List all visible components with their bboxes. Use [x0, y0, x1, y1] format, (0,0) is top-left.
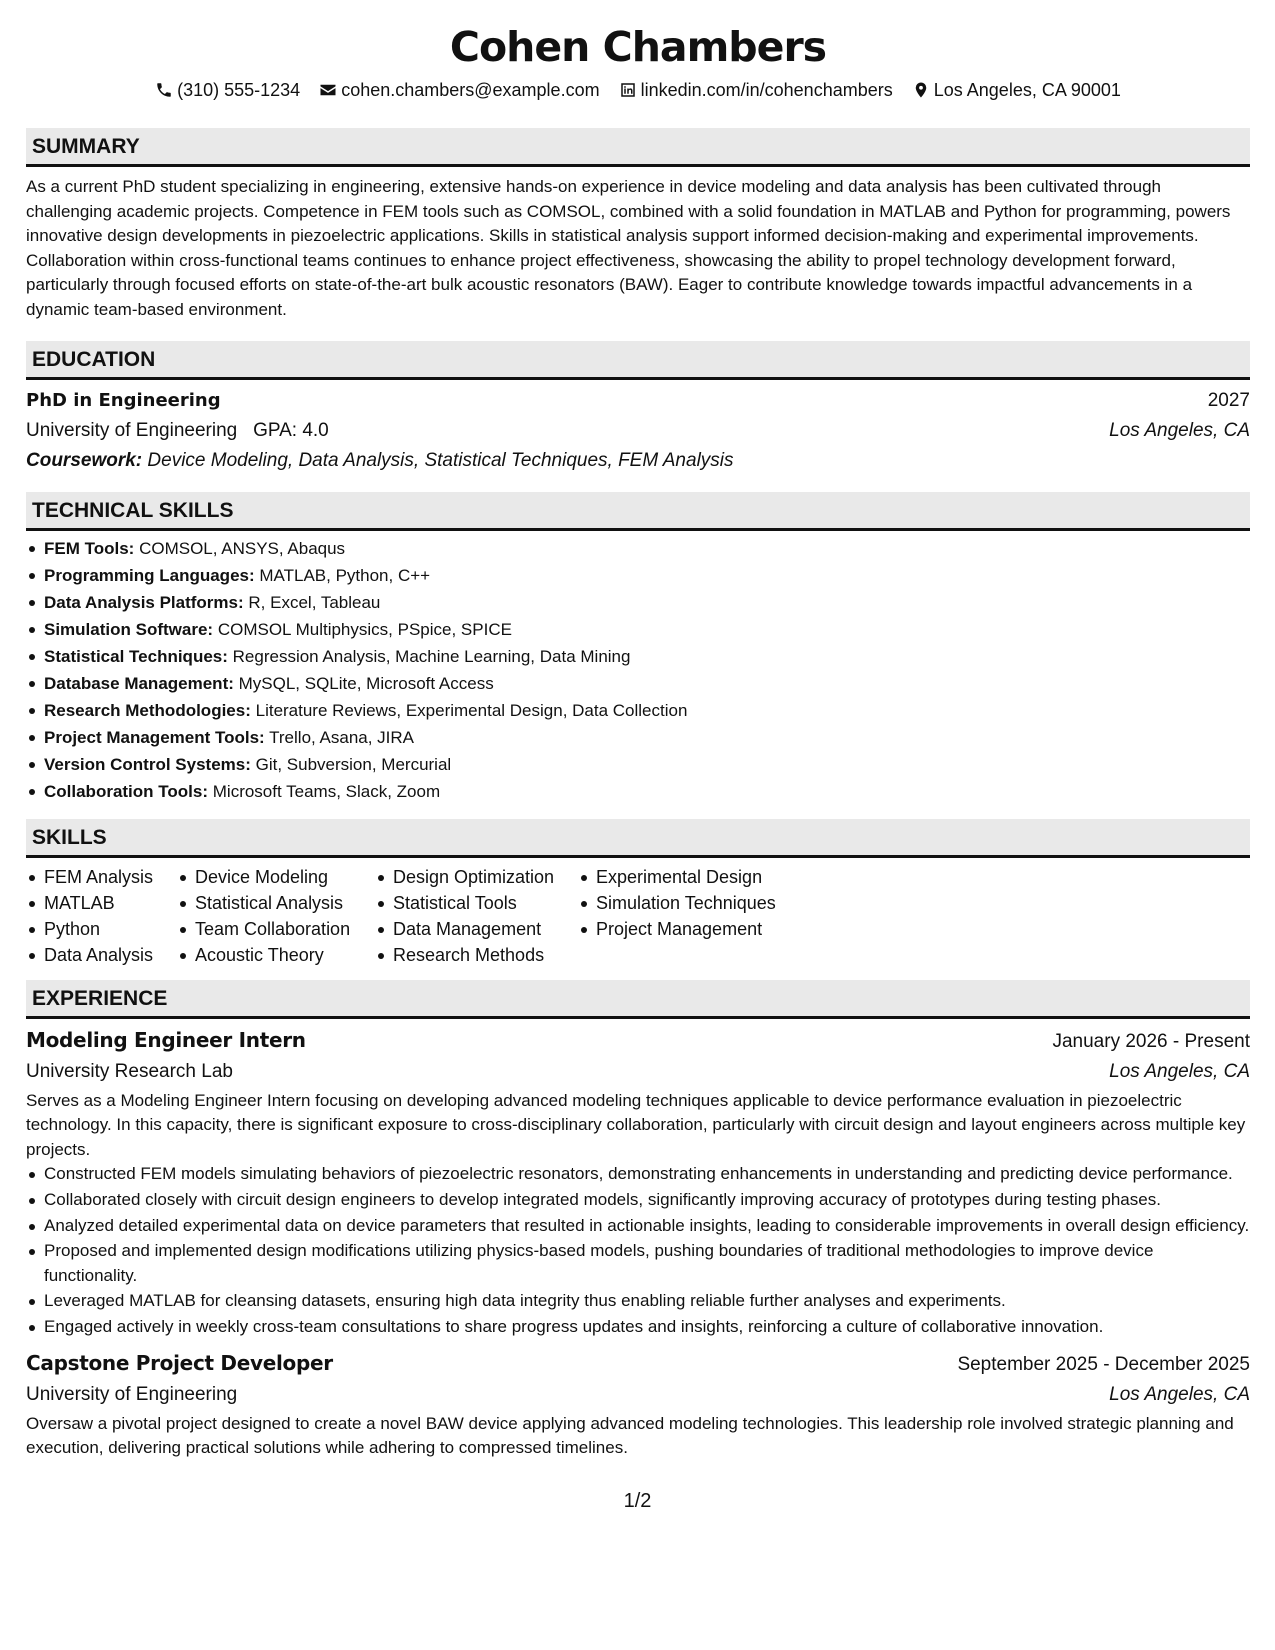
education-row-1 — [26, 386, 1250, 416]
section-heading-experience: EXPERIENCE — [26, 980, 1250, 1019]
education-row-2 — [26, 416, 1250, 446]
candidate-name: Cohen Chambers — [449, 23, 827, 71]
school-and-gpa — [26, 416, 329, 446]
technical-skill-label: Statistical Techniques: — [44, 646, 228, 666]
section-heading-education: EDUCATION — [26, 341, 1250, 380]
job-bullets — [26, 1162, 1250, 1339]
phone-text: (310) 555-1234 — [177, 80, 301, 100]
technical-skill-value: MATLAB, Python, C++ — [259, 565, 431, 585]
email-text: cohen.chambers@example.com — [341, 80, 600, 100]
contact-email[interactable] — [319, 78, 599, 102]
skill-item: MATLAB — [26, 890, 177, 916]
job-location: Los Angeles, CA — [1109, 1060, 1250, 1082]
job-bullet: Engaged actively in weekly cross-team consultations to share progress updates and insights, reinforcing a culture of collaborative innovation. — [26, 1315, 1250, 1340]
technical-skill-value: R, Excel, Tableau — [248, 592, 381, 612]
contact-line — [26, 74, 1250, 108]
linkedin-text: linkedin.com/in/cohenchambers — [640, 80, 893, 100]
technical-skill-label: Version Control Systems: — [44, 754, 251, 774]
technical-skill-label: Collaboration Tools: — [44, 781, 209, 801]
resume-page — [26, 0, 1250, 1461]
skills-column — [177, 864, 375, 968]
skill-item: Design Optimization — [375, 864, 578, 890]
job-title: Capstone Project Developer — [26, 1350, 333, 1375]
skill-item: Statistical Analysis — [177, 890, 375, 916]
skills-column — [375, 864, 578, 968]
page-number: 1/2 — [623, 1490, 652, 1512]
skill-item: FEM Analysis — [26, 864, 177, 890]
gpa: GPA: 4.0 — [253, 419, 329, 441]
job-bullet: Analyzed detailed experimental data on device parameters that resulted in actionable insights, leading to considerable improvements in overall design efficiency. — [26, 1214, 1250, 1239]
skill-item: Data Analysis — [26, 942, 177, 968]
job-title: Modeling Engineer Intern — [26, 1027, 306, 1052]
section-heading-skills: SKILLS — [26, 819, 1250, 858]
technical-skill-item — [26, 778, 1250, 805]
contact-linkedin[interactable] — [619, 78, 893, 102]
technical-skill-value: Regression Analysis, Machine Learning, Data Mining — [232, 646, 631, 666]
job-bullet: Proposed and implemented design modifications utilizing physics-based models, pushing boundaries of traditional methodologies to improve device functionality. — [26, 1239, 1250, 1288]
skill-item: Team Collaboration — [177, 916, 375, 942]
technical-skill-item — [26, 697, 1250, 724]
skill-item: Python — [26, 916, 177, 942]
envelope-icon — [319, 81, 337, 99]
technical-skill-item — [26, 589, 1250, 616]
job-header-row — [26, 1348, 1250, 1380]
skill-item: Acoustic Theory — [177, 942, 375, 968]
technical-skill-item — [26, 724, 1250, 751]
technical-skill-label: Project Management Tools: — [44, 727, 265, 747]
technical-skill-label: Data Analysis Platforms: — [44, 592, 244, 612]
coursework-list: Device Modeling, Data Analysis, Statistical Techniques, FEM Analysis — [147, 449, 734, 471]
technical-skill-label: Research Methodologies: — [44, 700, 251, 720]
job-description: Oversaw a pivotal project designed to create a novel BAW device applying advanced modeling technologies. This leadership role involved strategic planning and execution, delivering practical solutions while adhering to compressed timelines. — [26, 1413, 1234, 1458]
skill-item: Device Modeling — [177, 864, 375, 890]
technical-skill-label: FEM Tools: — [44, 538, 135, 558]
technical-skill-value: MySQL, SQLite, Microsoft Access — [238, 673, 494, 693]
section-heading-technical-skills: TECHNICAL SKILLS — [26, 492, 1250, 531]
skill-item: Experimental Design — [578, 864, 798, 890]
map-pin-icon — [912, 81, 930, 99]
degree-title: PhD in Engineering — [26, 389, 221, 411]
phone-icon — [155, 81, 173, 99]
coursework-label: Coursework: — [26, 449, 143, 471]
location-text: Los Angeles, CA 90001 — [933, 80, 1121, 100]
technical-skill-item — [26, 616, 1250, 643]
job-dates: January 2026 - Present — [1052, 1030, 1250, 1052]
job-header-row — [26, 1025, 1250, 1057]
job-dates: September 2025 - December 2025 — [957, 1353, 1250, 1375]
graduation-year: 2027 — [1207, 389, 1250, 411]
job-bullet: Leveraged MATLAB for cleansing datasets, ensuring high data integrity thus enabling reliable further analyses and experiments. — [26, 1289, 1250, 1314]
education-entry — [26, 386, 1250, 476]
skill-item: Statistical Tools — [375, 890, 578, 916]
skills-column — [26, 864, 177, 968]
linkedin-icon — [619, 81, 637, 99]
education-location: Los Angeles, CA — [1109, 419, 1250, 441]
technical-skill-item — [26, 562, 1250, 589]
job-org: University of Engineering — [26, 1383, 238, 1405]
summary-text: As a current PhD student specializing in engineering, extensive hands-on experience in device modeling and data analysis has been cultivated through challenging academic projects. Competence in FEM tools such as COMSOL, combined with a solid foundation in MATLAB and Python for programming, powers innovative design developments in piezoelectric applications. Skills in statistical analysis support informed decision-making and experimental improvements. Collaboration within cross-functional teams continues to enhance project effectiveness, showcasing the ability to propel technology development forward, particularly through focused efforts on state-of-the-art bulk acoustic resonators (BAW). Eager to contribute knowledge towards impactful advancements in a dynamic team-based environment. — [26, 177, 1231, 319]
contact-phone[interactable] — [155, 78, 300, 102]
technical-skill-item — [26, 751, 1250, 778]
job-bullet: Collaborated closely with circuit design engineers to develop integrated models, significantly improving accuracy of prototypes during testing phases. — [26, 1188, 1250, 1213]
technical-skill-value: COMSOL, ANSYS, Abaqus — [139, 538, 346, 558]
skills-grid — [26, 864, 1250, 968]
technical-skill-label: Database Management: — [44, 673, 234, 693]
technical-skill-item — [26, 670, 1250, 697]
technical-skill-label: Programming Languages: — [44, 565, 255, 585]
technical-skill-value: Microsoft Teams, Slack, Zoom — [212, 781, 441, 801]
skill-item: Data Management — [375, 916, 578, 942]
job-location: Los Angeles, CA — [1109, 1383, 1250, 1405]
school-name: University of Engineering — [26, 419, 238, 441]
skill-item: Research Methods — [375, 942, 578, 968]
coursework-line — [26, 446, 1250, 476]
technical-skill-value: Trello, Asana, JIRA — [269, 727, 415, 747]
skill-item: Simulation Techniques — [578, 890, 798, 916]
job-bullet: Constructed FEM models simulating behaviors of piezoelectric resonators, demonstrating enhancements in understanding and predicting device performance. — [26, 1162, 1250, 1187]
job-org: University Research Lab — [26, 1060, 233, 1082]
technical-skill-value: Git, Subversion, Mercurial — [255, 754, 452, 774]
technical-skill-value: COMSOL Multiphysics, PSpice, SPICE — [217, 619, 512, 639]
job-description: Serves as a Modeling Engineer Intern focusing on developing advanced modeling techniques applicable to device performance evaluation in piezoelectric technology. In this capacity, there is significant exposure to cross-disciplinary collaboration, particularly with circuit design and layout engineers across multiple key projects. — [26, 1090, 1246, 1159]
technical-skill-label: Simulation Software: — [44, 619, 214, 639]
job-org-row — [26, 1057, 1250, 1087]
technical-skill-item — [26, 535, 1250, 562]
job-entry — [26, 1025, 1250, 1340]
job-org-row — [26, 1380, 1250, 1410]
contact-location — [912, 78, 1121, 102]
job-entry — [26, 1348, 1250, 1461]
technical-skill-item — [26, 643, 1250, 670]
technical-skills-list — [26, 535, 1250, 805]
skills-column — [578, 864, 798, 968]
skill-item: Project Management — [578, 916, 798, 942]
section-heading-summary: SUMMARY — [26, 128, 1250, 167]
technical-skill-value: Literature Reviews, Experimental Design, Data Collection — [255, 700, 688, 720]
